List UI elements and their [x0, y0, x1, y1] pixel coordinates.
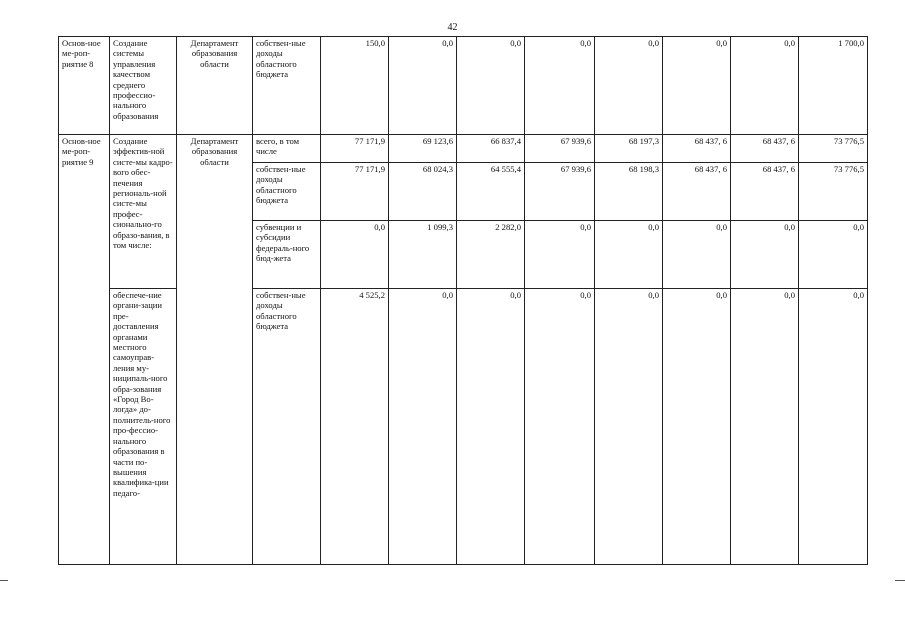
value-cell: 66 837,4 — [457, 135, 525, 163]
value-cell: 0,0 — [799, 221, 868, 289]
value-cell: 0,0 — [389, 289, 457, 565]
value-cell: 0,0 — [525, 289, 595, 565]
value-cell: 150,0 — [321, 37, 389, 135]
value-cell: 0,0 — [663, 37, 731, 135]
value-cell: 0,0 — [595, 37, 663, 135]
value-cell: 64 555,4 — [457, 163, 525, 221]
value-cell: 0,0 — [595, 289, 663, 565]
activity-name-cell: обеспече-ние органи-зации пре-доставления органами местного самоуправ-ления му-ниципаль-ного обра-зования «Город Во-логда» до-полнитель-ного про-фессио-нального образования в части по-вышения квалифика-ции педаго- — [110, 289, 177, 565]
value-cell: 68 437, 6 — [731, 163, 799, 221]
value-cell: 68 437, 6 — [663, 135, 731, 163]
activity-name-cell: Создание системы управления качеством среднего профессио-нального образования — [110, 37, 177, 135]
executor-cell: Департамент образования области — [177, 135, 253, 565]
value-cell: 1 099,3 — [389, 221, 457, 289]
funding-source-cell: собствен-ные доходы областного бюджета — [253, 163, 321, 221]
value-cell: 1 700,0 — [799, 37, 868, 135]
event-cell: Основ-ное ме-роп-риятие 8 — [59, 37, 110, 135]
value-cell: 0,0 — [799, 289, 868, 565]
value-cell: 69 123,6 — [389, 135, 457, 163]
value-cell: 0,0 — [663, 221, 731, 289]
value-cell: 4 525,2 — [321, 289, 389, 565]
value-cell: 68 024,3 — [389, 163, 457, 221]
value-cell: 0,0 — [663, 289, 731, 565]
value-cell: 67 939,6 — [525, 135, 595, 163]
value-cell: 0,0 — [389, 37, 457, 135]
value-cell: 68 197,3 — [595, 135, 663, 163]
value-cell: 77 171,9 — [321, 163, 389, 221]
table-row — [59, 37, 868, 135]
funding-source-cell: собствен-ные доходы областного бюджета — [253, 289, 321, 565]
scan-artifact — [0, 580, 8, 581]
value-cell: 73 776,5 — [799, 163, 868, 221]
funding-source-cell: субвенции и субсидии федераль-ного бюд-жета — [253, 221, 321, 289]
value-cell: 0,0 — [595, 221, 663, 289]
value-cell: 68 437, 6 — [663, 163, 731, 221]
value-cell: 0,0 — [731, 37, 799, 135]
budget-table — [58, 36, 868, 565]
event-cell: Основ-ное ме-роп-риятие 9 — [59, 135, 110, 565]
value-cell: 68 437, 6 — [731, 135, 799, 163]
value-cell: 73 776,5 — [799, 135, 868, 163]
value-cell: 77 171,9 — [321, 135, 389, 163]
value-cell: 0,0 — [525, 37, 595, 135]
activity-name-cell: Создание эффектив-ной систе-мы кадро-вого обес-печения региональ-ной систе-мы профес-сионально-го образо-вания, в том числе: — [110, 135, 177, 289]
value-cell: 67 939,6 — [525, 163, 595, 221]
funding-source-cell: собствен-ные доходы областного бюджета — [253, 37, 321, 135]
value-cell: 0,0 — [731, 289, 799, 565]
page-number: 42 — [447, 22, 458, 33]
value-cell: 0,0 — [457, 37, 525, 135]
executor-cell: Департамент образования области — [177, 37, 253, 135]
scan-artifact — [895, 580, 905, 581]
table-row — [59, 135, 868, 163]
value-cell: 2 282,0 — [457, 221, 525, 289]
value-cell: 0,0 — [321, 221, 389, 289]
funding-source-cell: всего, в том числе — [253, 135, 321, 163]
value-cell: 68 198,3 — [595, 163, 663, 221]
value-cell: 0,0 — [525, 221, 595, 289]
value-cell: 0,0 — [731, 221, 799, 289]
value-cell: 0,0 — [457, 289, 525, 565]
